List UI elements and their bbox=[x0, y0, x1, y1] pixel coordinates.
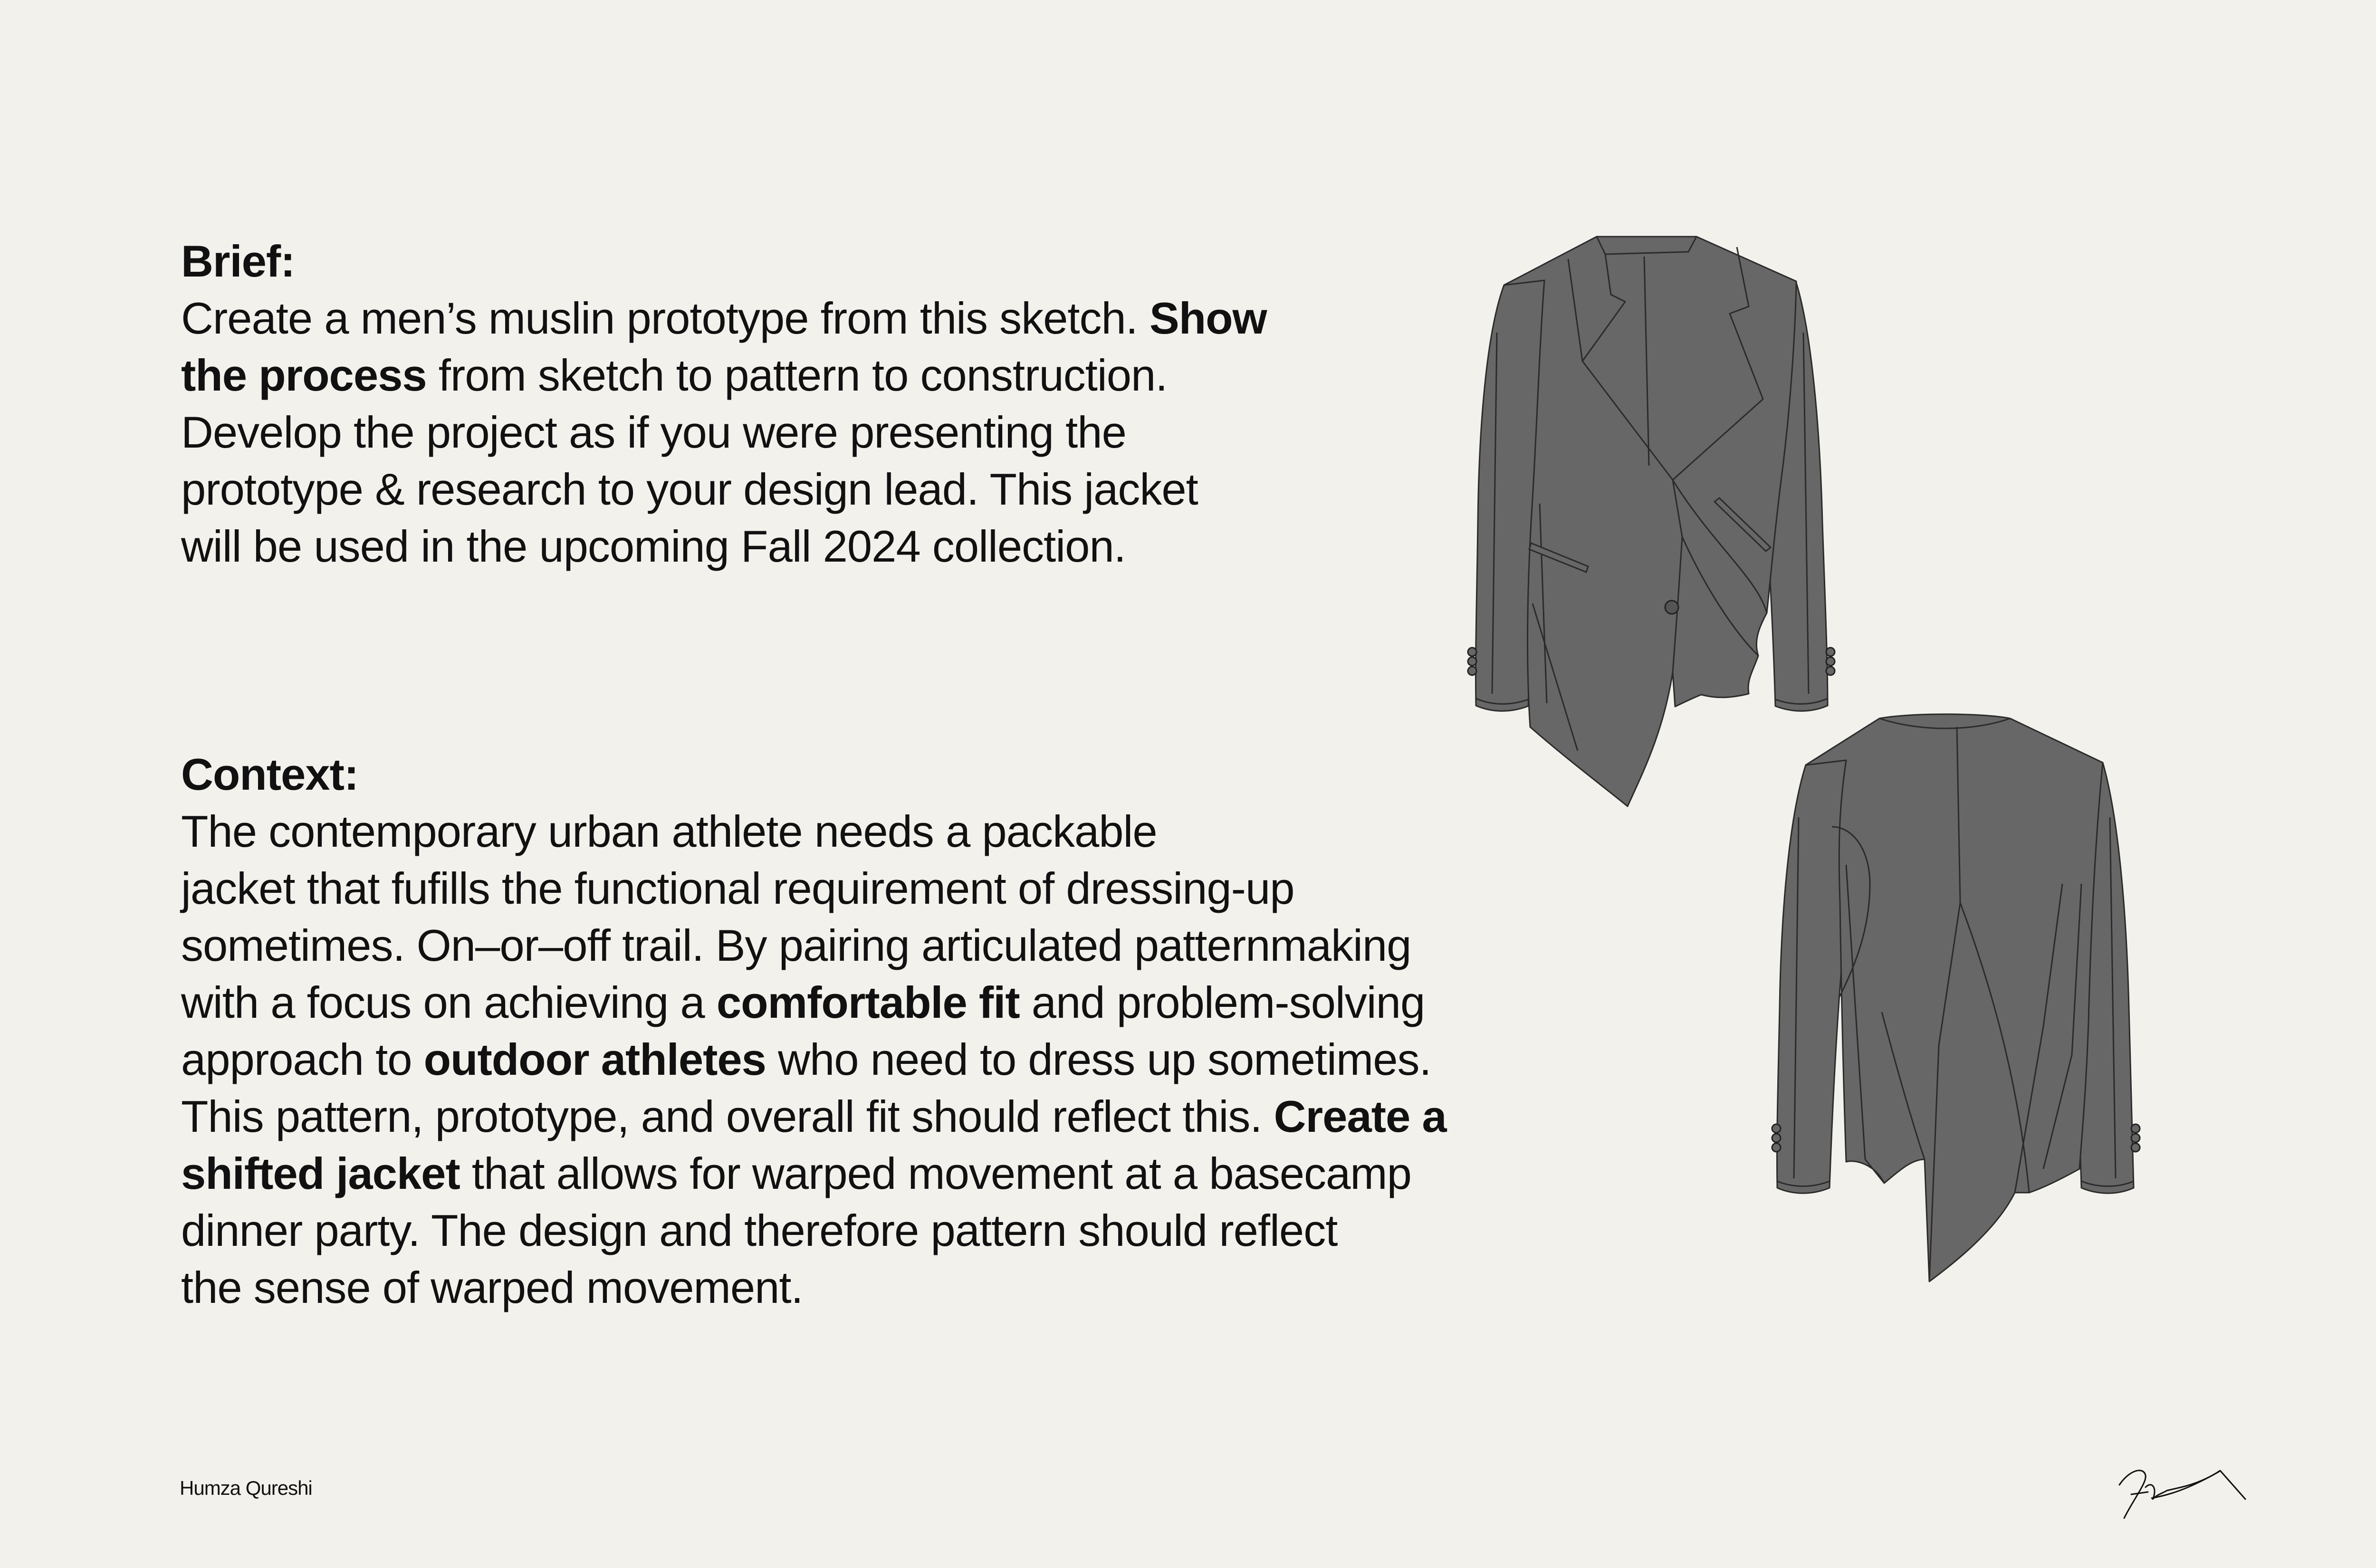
text-line bbox=[181, 1259, 1559, 1316]
back-body bbox=[1806, 714, 2103, 1281]
bold-text-run: Create a bbox=[1274, 1091, 1447, 1141]
text-run: This pattern, prototype, and overall fit should reflect this. bbox=[181, 1091, 1274, 1141]
text-line bbox=[181, 860, 1559, 917]
context-section bbox=[181, 746, 1559, 1316]
text-run: from sketch to pattern to construction. bbox=[426, 350, 1168, 400]
text-run: with a focus on achieving a bbox=[181, 977, 717, 1027]
text-line bbox=[181, 917, 1559, 974]
bold-text-run: shifted jacket bbox=[181, 1148, 460, 1198]
text-run: that allows for warped movement at a basecamp bbox=[460, 1148, 1411, 1198]
text-line bbox=[181, 1031, 1559, 1088]
text-line bbox=[181, 404, 1417, 461]
text-line bbox=[181, 518, 1417, 575]
text-run: dinner party. The design and therefore pattern should reflect bbox=[181, 1205, 1338, 1255]
back-cuff-button bbox=[1772, 1124, 1781, 1133]
text-run: approach to bbox=[181, 1034, 424, 1084]
text-run: jacket that fufills the functional requirement of dressing-up bbox=[181, 863, 1294, 913]
text-run: who need to dress up sometimes. bbox=[766, 1034, 1431, 1084]
text-line bbox=[181, 1145, 1559, 1202]
text-line bbox=[181, 1202, 1559, 1259]
bold-text-run: comfortable fit bbox=[716, 977, 1020, 1027]
text-run: The contemporary urban athlete needs a packable bbox=[181, 806, 1157, 856]
text-run: prototype & research to your design lead. This jacket bbox=[181, 464, 1198, 514]
brief-body bbox=[181, 290, 1417, 575]
signature-mark bbox=[2110, 1461, 2248, 1523]
text-run: Create a men’s muslin prototype from this sketch. bbox=[181, 293, 1150, 343]
text-line bbox=[181, 347, 1417, 404]
text-line bbox=[181, 461, 1417, 518]
text-run: Develop the project as if you were presenting the bbox=[181, 407, 1126, 457]
brief-section bbox=[181, 233, 1417, 575]
bold-text-run: Show bbox=[1150, 293, 1267, 343]
text-run: will be used in the upcoming Fall 2024 collection. bbox=[181, 521, 1126, 571]
back-left-sleeve bbox=[1777, 760, 1848, 1193]
brief-heading: Brief: bbox=[181, 236, 295, 286]
bold-text-run: outdoor athletes bbox=[423, 1034, 766, 1084]
text-run: and problem-solving bbox=[1019, 977, 1425, 1027]
front-body bbox=[1504, 237, 1796, 806]
front-button bbox=[1665, 601, 1678, 614]
context-body bbox=[181, 803, 1559, 1316]
text-line bbox=[181, 974, 1559, 1031]
context-heading: Context: bbox=[181, 749, 359, 799]
author-name: Humza Qureshi bbox=[180, 1477, 312, 1499]
text-run: sometimes. On–or–off trail. By pairing articulated patternmaking bbox=[181, 920, 1411, 970]
text-line bbox=[181, 803, 1559, 860]
bold-text-run: the process bbox=[181, 350, 427, 400]
jacket-back-sketch bbox=[1768, 703, 2148, 1292]
front-cuff-button bbox=[1468, 648, 1476, 656]
text-run: the sense of warped movement. bbox=[181, 1262, 803, 1312]
text-line bbox=[181, 1088, 1559, 1145]
text-line bbox=[181, 290, 1417, 347]
